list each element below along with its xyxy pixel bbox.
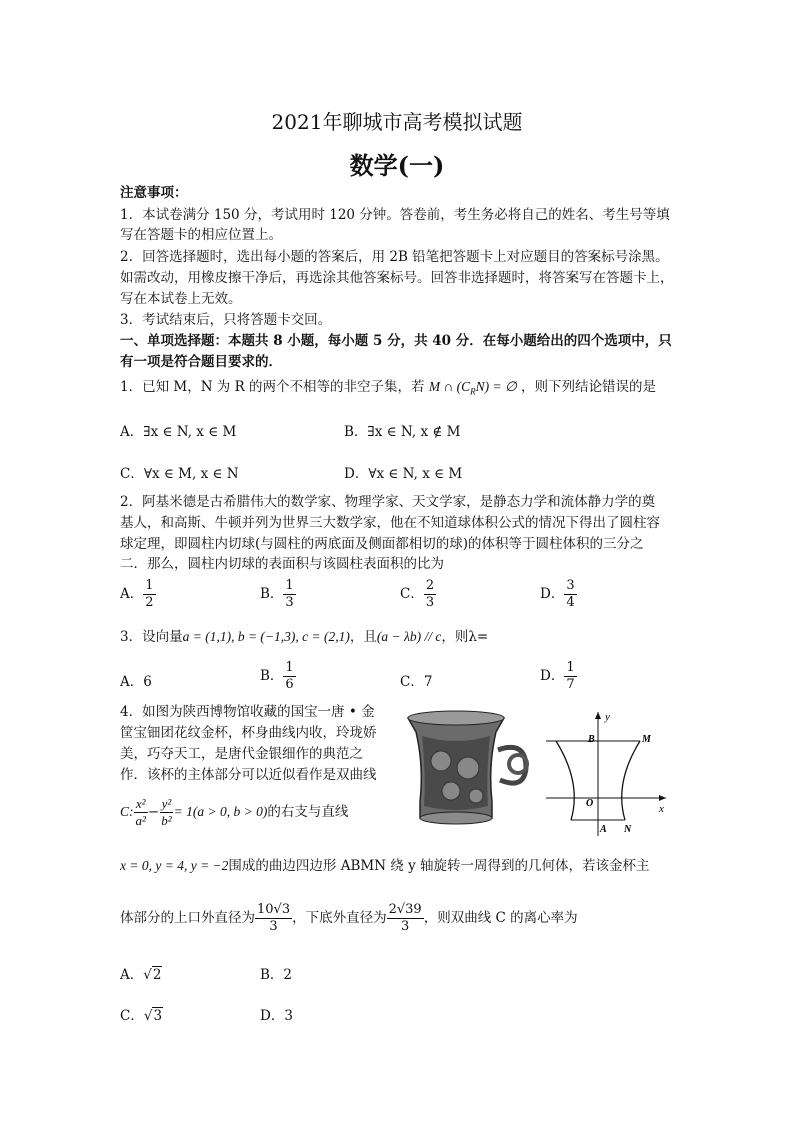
q4-option-c-label: C．: [120, 1008, 144, 1024]
graph-label-x: x: [659, 803, 664, 815]
numerator: y²: [161, 796, 172, 811]
q4-line-6-math: x = 0, y = 4, y = −2: [120, 858, 229, 873]
q4-option-a[interactable]: [120, 963, 162, 983]
q4-option-c-value: 3: [153, 1008, 163, 1024]
q2-line-2: 基人，和高斯、牛顿并列为世界三大数学家，他在不知道球体积公式的情况下得出了圆柱容: [120, 515, 660, 531]
denominator: 7: [566, 677, 575, 692]
q2-option-a-label: A．: [120, 586, 144, 602]
q2-option-c-label: C．: [400, 586, 424, 602]
q3-stem-mid: ，且: [349, 629, 377, 645]
numerator: 3: [566, 578, 575, 593]
q4-line-7-c: ，则双曲线 C 的离心率为: [423, 910, 578, 926]
q2-option-c-fraction: [424, 578, 436, 611]
q4-line-2: 筐宝钿团花纹金杯，杯身曲线内收，玲珑娇: [120, 725, 377, 741]
exam-title: 2021年聊城市高考模拟试题: [271, 110, 523, 134]
golden-cup-photo: [396, 706, 532, 832]
q3-option-b[interactable]: [260, 660, 296, 693]
q1-stem: [120, 375, 656, 404]
q1-option-b[interactable]: B．∃x ∈ N, x ∉ M: [344, 424, 461, 440]
numerator: 1: [566, 660, 575, 675]
note-2c: 写在本试卷上无效。: [120, 291, 242, 307]
sqrt-symbol: √: [143, 967, 152, 983]
q3-stem-math2: (a − λb) // c: [376, 629, 442, 644]
section-heading-1: 一、单项选择题：本题共 8 小题，每小题 5 分，共 40 分．在每小题给出的四个选项中，只: [120, 333, 672, 349]
q4-option-d[interactable]: D．3: [260, 1008, 293, 1024]
graph-label-y: y: [605, 711, 610, 723]
q3-stem-tail: ，则λ=: [441, 629, 489, 645]
q1-stem-sub: R: [470, 386, 476, 397]
denominator: 3: [401, 919, 410, 934]
denominator: 6: [285, 677, 294, 692]
q2-option-d-label: D．: [540, 586, 565, 602]
q2-option-a[interactable]: [120, 578, 156, 611]
q4-line-7-a: 体部分的上口外直径为: [120, 910, 255, 926]
note-1b: 写在答题卡的相应位置上。: [120, 227, 282, 243]
eq-label: C:: [120, 804, 134, 819]
q2-line-1: 2．阿基米德是古希腊伟大的数学家、物理学家、天文学家，是静态力学和流体静力学的奠: [120, 494, 656, 510]
numerator: 2√39: [388, 902, 422, 917]
numerator: 1: [285, 578, 294, 593]
q3-stem-math: a = (1,1), b = (−1,3), c = (2,1): [182, 629, 350, 644]
numerator: 1: [285, 660, 294, 675]
section-heading-2: 有一项是符合题目要求的．: [120, 354, 282, 370]
q3-stem: [120, 625, 488, 649]
note-3: 3．考试结束后，只将答题卡交回。: [120, 312, 332, 328]
q2-option-a-fraction: [143, 578, 155, 611]
q3-option-b-label: B．: [260, 668, 284, 684]
eq-minus: −: [147, 804, 160, 820]
q1-stem-tail: ，则下列结论错误的是: [521, 379, 657, 395]
top-diameter-fraction: [255, 902, 292, 935]
q4-line-1: 4．如图为陕西博物馆收藏的国宝一唐 • 金: [120, 704, 375, 720]
q2-option-b[interactable]: [260, 578, 296, 611]
graph-label-b: B: [588, 734, 595, 745]
q1-option-d[interactable]: D．∀x ∈ N, x ∈ M: [344, 466, 463, 482]
q2-option-b-fraction: [283, 578, 295, 611]
graph-label-a: A: [600, 824, 607, 835]
q1-option-a[interactable]: A．∃x ∈ N, x ∈ M: [120, 424, 237, 440]
q1-stem-math: M ∩ (C: [428, 379, 471, 394]
q2-option-d-fraction: [564, 578, 576, 611]
hyperbola-diagram: [542, 708, 672, 840]
q2-option-d[interactable]: [540, 578, 577, 611]
q2-line-3: 球定理，即圆柱内切球(与圆柱的两底面及侧面都相切的球)的体积等于圆柱体积的三分之: [120, 536, 644, 552]
eq-frac-y: [159, 796, 173, 829]
q4-option-b[interactable]: B．2: [260, 967, 293, 983]
sqrt-symbol: √: [143, 1008, 153, 1024]
note-2b: 如需改动，用橡皮擦干净后，再选涂其他答案标号。回答非选择题时，将答案写在答题卡上，: [120, 270, 674, 286]
q4-line-7-b: ，下底外直径为: [292, 910, 387, 926]
q4-option-a-value: 2: [152, 967, 162, 983]
denominator: 3: [425, 595, 435, 610]
exam-subtitle: 数学(一): [349, 151, 445, 180]
q4-line-7: [120, 902, 578, 935]
q4-hyperbola-equation: [120, 796, 348, 829]
q1-option-c[interactable]: C．∀x ∈ M, x ∈ N: [120, 466, 239, 482]
q3-option-d-fraction: [564, 660, 576, 693]
q4-line-4: 作．该杯的主体部分可以近似看作是双曲线: [120, 767, 377, 783]
eq-after: 的右支与直线: [267, 804, 349, 820]
q3-stem-text: 3．设向量: [120, 629, 183, 645]
graph-label-n: N: [624, 824, 632, 835]
q1-stem-text: 1．已知 M，N 为 R 的两个不相等的非空子集，若: [120, 379, 425, 395]
q3-option-d[interactable]: [540, 660, 577, 693]
notes-heading: 注意事项：: [120, 185, 188, 201]
q3-option-a[interactable]: A．6: [120, 674, 152, 690]
denominator: 3: [269, 919, 278, 934]
q2-line-4: 二．那么，圆柱内切球的表面积与该圆柱表面积的比为: [120, 556, 444, 572]
eq-frac-x: [134, 796, 148, 829]
numerator: 1: [145, 578, 154, 593]
q3-option-c[interactable]: C．7: [400, 674, 433, 690]
numerator: 10√3: [257, 902, 291, 917]
q4-option-c[interactable]: [120, 1004, 163, 1024]
numerator: x²: [135, 796, 146, 811]
bottom-diameter-fraction: [387, 902, 424, 935]
q2-option-c[interactable]: [400, 578, 436, 611]
q3-option-b-fraction: [283, 660, 295, 693]
q1-stem-math2: N) = ∅: [475, 379, 517, 394]
numerator: 2: [425, 578, 435, 593]
graph-label-m: M: [642, 734, 651, 745]
denominator: 3: [285, 595, 294, 610]
q4-option-a-label: A．: [120, 967, 144, 983]
denominator: b²: [161, 813, 172, 828]
eq-rest: = 1(a > 0, b > 0): [173, 804, 268, 819]
note-2a: 2．回答选择题时，选出每小题的答案后，用 2B 铅笔把答题卡上对应题目的答案标号涂黑。: [120, 249, 669, 265]
q4-line-6: [120, 854, 650, 878]
denominator: 2: [145, 595, 154, 610]
q4-line-6-text: 围成的曲边四边形 ABMN 绕 y 轴旋转一周得到的几何体，若该金杯主: [228, 858, 650, 874]
q2-option-b-label: B．: [260, 586, 284, 602]
graph-label-o: O: [586, 798, 594, 809]
denominator: 4: [566, 595, 575, 610]
q4-line-3: 美，巧夺天工，是唐代金银细作的典范之: [120, 746, 363, 762]
q3-option-d-label: D．: [540, 668, 565, 684]
note-1a: 1．本试卷满分 150 分，考试用时 120 分钟。答卷前，考生务必将自己的姓名、考生号等填: [120, 207, 670, 223]
denominator: a²: [135, 813, 146, 828]
